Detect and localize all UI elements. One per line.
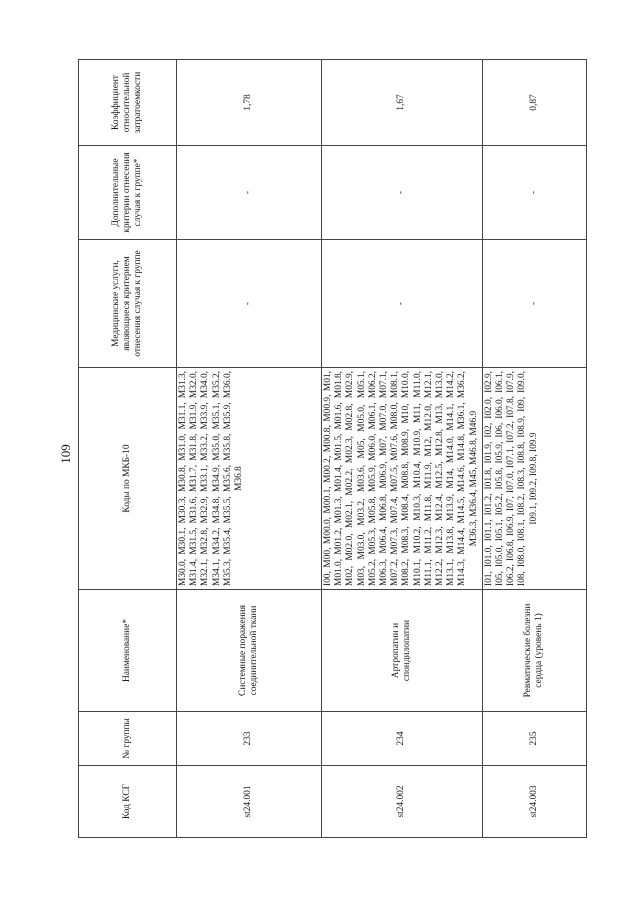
icd-codes-text: I00, M00, M00.0, M00.1, M00.2, M00.8, M00.9, M01, M01.0, M01.2, M01.3, M01.4, M01.5, M01.6, M01.8, M02, M02.0, M02.1, M02.2, M02.3, M02.8, M02.9, M03, M03.0, M03.2, M03.6, M05, M05.0, M05.1, M05.2, M05.3, M05.8, M05.9, M06.0, M06.1, M06.2, M06.3, M06.4, M06.8, M06.9, M07, M07.0, M07.1, M07.2, M07.3, M07.4, M07.5, M07.6, M08.0, M08.1, M08.2, M08.3, M08.4, M08.8, M08.9, M10, M10.0, M10.1, M10.2, M10.3, M10.4, M10.9, M11, M11.0, M11.1, M11.2, M11.8, M11.9, M12, M12.0, M12.1, M12.2, M12.3, M12.4, M12.5, M12.8, M13, M13.0, M13.1, M13.8, M13.9, M14, M14.0, M14.1, M14.2, M14.3, M14.4, M14.5, M14.6, M14.8, M36.1, M36.2, M36.3, M36.4, M45, M46.8, M46.9	[323, 371, 479, 586]
cell-extra-criteria: -	[177, 146, 322, 240]
cell-services: -	[482, 240, 586, 368]
page-number: 109	[58, 444, 73, 464]
cell-icd-codes	[482, 368, 586, 590]
table-row	[322, 60, 483, 838]
cell-name: Артропатии и спондилопатии	[322, 590, 483, 712]
header-code: Код КСГ	[79, 766, 177, 838]
table-header-row	[79, 60, 177, 838]
cell-name: Системные поражения соединительной ткани	[177, 590, 322, 712]
cell-icd-codes	[177, 368, 322, 590]
header-group-number: № группы	[79, 712, 177, 766]
cell-group: 234	[322, 712, 483, 766]
cell-group: 233	[177, 712, 322, 766]
table-row	[482, 60, 586, 838]
icd-codes-text: I01, I01.0, I01.1, I01.2, I01.8, I01.9, I02, I02.0, I02.9, I05, I05.0, I05.1, I05.2, I05.8, I05.9, I06, I06.0, I06.1, I06.2, I06.8, I06.9, I07, I07.0, I07.1, I07.2, I07.8, I07.9, I08, I08.0, I08.1, I08.2, I08.3, I08.8, I08.9, I09, I09.0, I09.1, I09.2, I09.8, I09.9	[483, 371, 539, 586]
cell-code: st24.003	[482, 766, 586, 838]
header-services: Медицинские услуги, являющиеся критерием отнесения случая к группе	[79, 240, 177, 368]
cell-coefficient: 1,78	[177, 60, 322, 146]
header-coefficient: Коэффициент относительной затратоемкости	[79, 60, 177, 146]
table-row	[177, 60, 322, 838]
cell-icd-codes	[322, 368, 483, 590]
rotated-table-container	[78, 60, 545, 838]
header-name: Наименование*	[79, 590, 177, 712]
ksg-table	[78, 59, 587, 838]
header-extra-criteria: Дополнительные критерии отнесения случая к группе*	[79, 146, 177, 240]
cell-group: 235	[482, 712, 586, 766]
cell-services: -	[177, 240, 322, 368]
cell-coefficient: 1,67	[322, 60, 483, 146]
cell-services: -	[322, 240, 483, 368]
cell-extra-criteria: -	[322, 146, 483, 240]
cell-code: st24.001	[177, 766, 322, 838]
cell-coefficient: 0,87	[482, 60, 586, 146]
header-icd-codes: Коды по МКБ-10	[79, 368, 177, 590]
cell-extra-criteria: -	[482, 146, 586, 240]
icd-codes-text: M30.0, M30.1, M30.3, M30.8, M31.0, M31.1, M31.3, M31.4, M31.5, M31.6, M31.7, M31.8, M31.9, M32.0, M32.1, M32.8, M32.9, M33.1, M33.2, M33.9, M34.0, M34.1, M34.2, M34.8, M34.9, M35.0, M35.1, M35.2, M35.3, M35.4, M35.5, M35.6, M35.8, M35.9, M36.0, M36.8	[178, 371, 245, 586]
cell-name: Ревматические болезни сердца (уровень 1)	[482, 590, 586, 712]
cell-code: st24.002	[322, 766, 483, 838]
